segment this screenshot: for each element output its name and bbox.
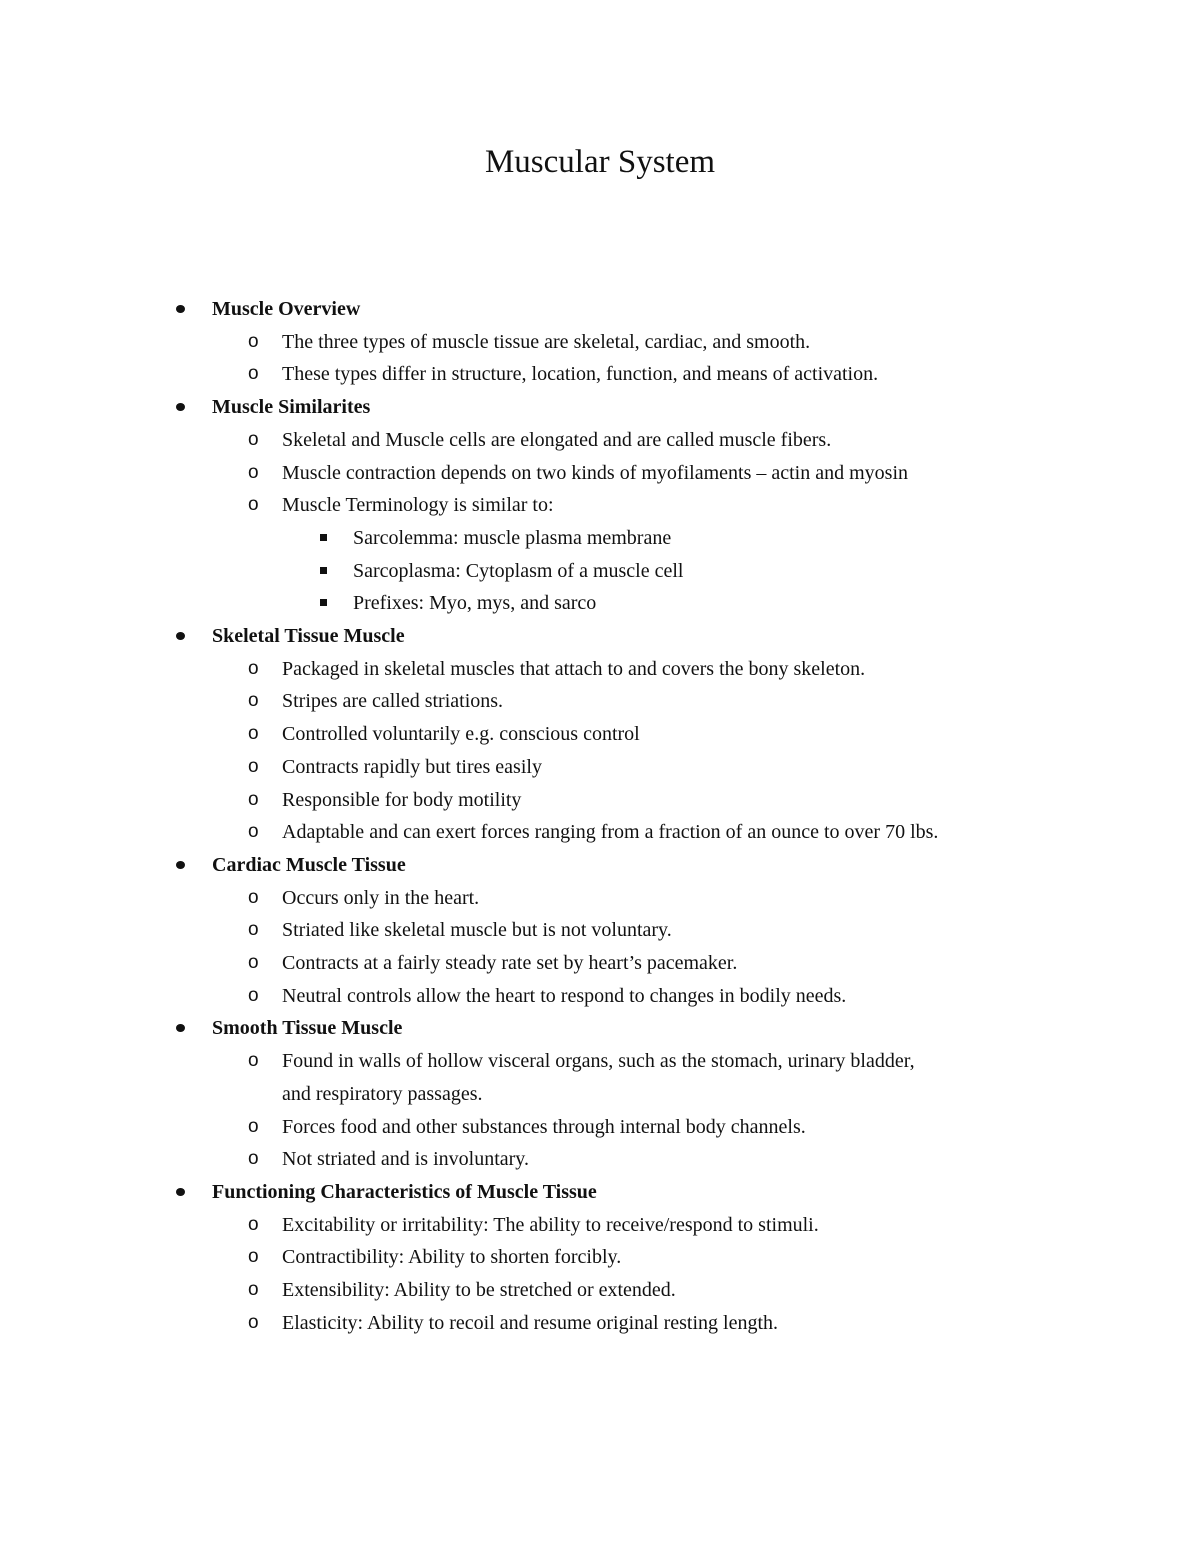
list-item: Occurs only in the heart. xyxy=(282,886,480,909)
bullet-circle-icon: o xyxy=(248,952,259,973)
list-item: Controlled voluntarily e.g. conscious control xyxy=(282,723,640,746)
bullet-circle-icon: o xyxy=(248,363,259,385)
section-heading: Smooth Tissue Muscle xyxy=(212,1017,403,1040)
sub-list-item: Sarcolemma: muscle plasma membrane xyxy=(353,526,672,549)
bullet-square-icon xyxy=(320,599,327,606)
section-heading: Cardiac Muscle Tissue xyxy=(212,853,406,876)
bullet-disc-icon xyxy=(176,632,185,640)
bullet-circle-icon: o xyxy=(248,428,259,450)
bullet-disc-icon xyxy=(176,861,185,869)
bullet-circle-icon: o xyxy=(248,1246,259,1268)
bullet-circle-icon: o xyxy=(248,657,259,679)
bullet-circle-icon: o xyxy=(248,1115,259,1137)
bullet-circle-icon: o xyxy=(248,723,259,745)
sub-list-item: Sarcoplasma: Cytoplasm of a muscle cell xyxy=(353,559,684,582)
bullet-disc-icon xyxy=(176,403,185,411)
bullet-circle-icon: o xyxy=(248,886,259,908)
bullet-circle-icon: o xyxy=(248,1279,259,1300)
sub-list-item: Prefixes: Myo, mys, and sarco xyxy=(353,592,597,615)
list-item: Adaptable and can exert forces ranging from a fraction of an ounce to over 70 lbs. xyxy=(282,821,939,844)
bullet-circle-icon: o xyxy=(248,461,259,483)
list-item: The three types of muscle tissue are skeletal, cardiac, and smooth. xyxy=(282,330,811,353)
list-item: Striated like skeletal muscle but is not voluntary. xyxy=(282,919,672,942)
list-item: Contracts rapidly but tires easily xyxy=(282,755,542,778)
list-item: Neutral controls allow the heart to respond to changes in bodily needs. xyxy=(282,984,847,1007)
bullet-circle-icon: o xyxy=(248,1050,259,1072)
page-title: Muscular System xyxy=(484,144,716,180)
bullet-circle-icon: o xyxy=(248,330,259,352)
list-item: Muscle contraction depends on two kinds of myofilaments – actin and myosin xyxy=(282,461,908,484)
list-item: Stripes are called striations. xyxy=(282,690,504,713)
bullet-circle-icon: o xyxy=(248,821,259,843)
list-item: Forces food and other substances through internal body channels. xyxy=(282,1115,806,1138)
bullet-circle-icon: o xyxy=(248,788,259,810)
bullet-circle-icon: o xyxy=(248,1148,259,1170)
list-item: Contracts at a fairly steady rate set by heart’s pacemaker. xyxy=(282,952,738,974)
bullet-circle-icon: o xyxy=(248,755,259,777)
list-item: Extensibility: Ability to be stretched or extended. xyxy=(282,1279,676,1301)
list-item-continuation: and respiratory passages. xyxy=(282,1082,483,1105)
list-item: Not striated and is involuntary. xyxy=(282,1148,529,1171)
bullet-circle-icon: o xyxy=(248,494,259,516)
bullet-disc-icon xyxy=(176,1188,185,1196)
bullet-circle-icon: o xyxy=(248,919,259,941)
list-item: Packaged in skeletal muscles that attach to and covers the bony skeleton. xyxy=(282,657,866,680)
bullet-square-icon xyxy=(320,534,327,541)
list-item: These types differ in structure, location, function, and means of activation. xyxy=(282,363,879,386)
list-item: Responsible for body motility xyxy=(282,788,522,811)
bullet-circle-icon: o xyxy=(248,690,259,712)
section-heading: Muscle Similarites xyxy=(212,396,371,419)
bullet-disc-icon xyxy=(176,1024,185,1032)
section-heading: Skeletal Tissue Muscle xyxy=(212,625,405,647)
bullet-circle-icon: o xyxy=(248,984,259,1006)
list-item: Contractibility: Ability to shorten forcibly. xyxy=(282,1246,622,1269)
bullet-disc-icon xyxy=(176,305,185,313)
list-item: Skeletal and Muscle cells are elongated and are called muscle fibers. xyxy=(282,428,832,451)
bullet-circle-icon: o xyxy=(248,1213,259,1235)
bullet-square-icon xyxy=(320,567,327,574)
section-heading: Functioning Characteristics of Muscle Tissue xyxy=(212,1180,597,1203)
list-item: Excitability or irritability: The ability to receive/respond to stimuli. xyxy=(282,1213,819,1236)
list-item: Elasticity: Ability to recoil and resume original resting length. xyxy=(282,1311,779,1334)
section-heading: Muscle Overview xyxy=(212,298,361,320)
list-item: Found in walls of hollow visceral organs, such as the stomach, urinary bladder, xyxy=(282,1050,915,1073)
list-item: Muscle Terminology is similar to: xyxy=(282,494,554,517)
bullet-circle-icon: o xyxy=(248,1311,259,1333)
